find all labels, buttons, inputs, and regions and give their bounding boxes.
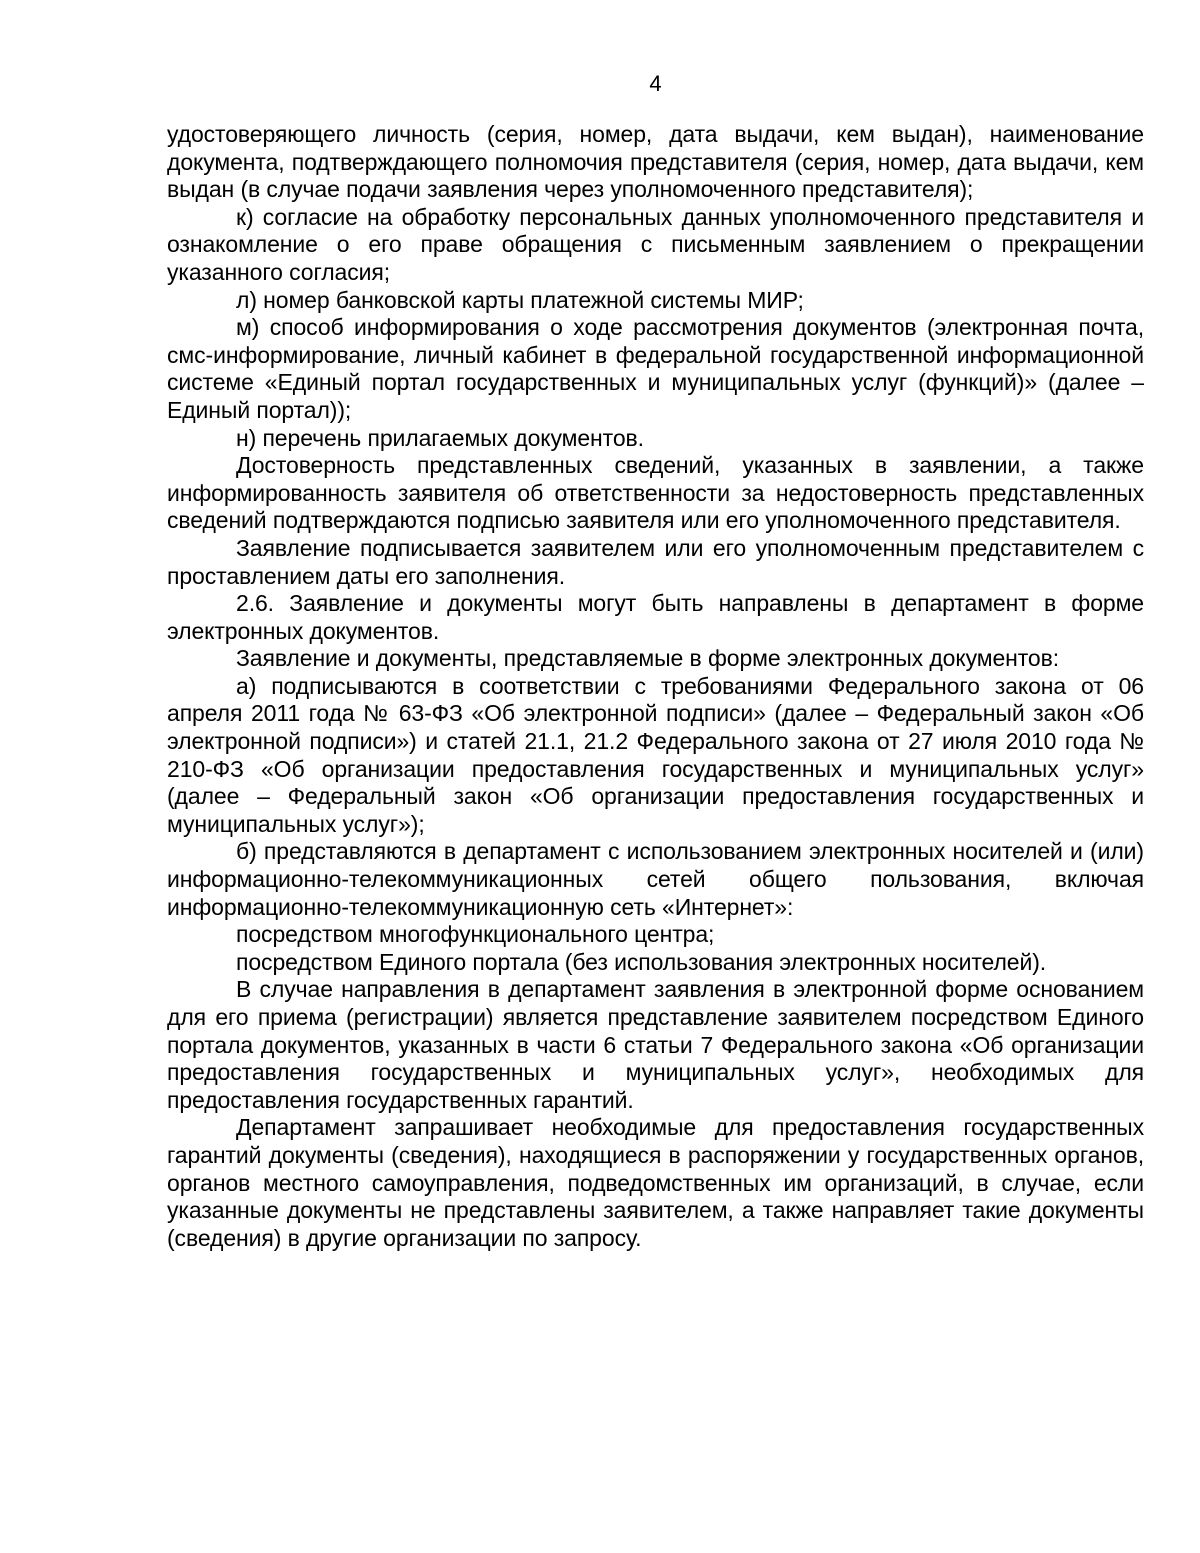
paragraph-item-b: б) представляются в департамент с использованием электронных носителей и (или) информационно-телекоммуникационных сетей общего пользования, включая информационно-телекоммуникационную сеть «Интернет»: bbox=[167, 838, 1144, 920]
page-number: 4 bbox=[649, 71, 662, 96]
document-body bbox=[167, 121, 1144, 1252]
paragraph-signature: Заявление подписывается заявителем или его уполномоченным представителем с проставлением даты его заполнения. bbox=[167, 534, 1144, 589]
paragraph-item-m: м) способ информирования о ходе рассмотрения документов (электронная почта, смс-информирование, личный кабинет в федеральной государственной информационной системе «Единый портал государственных и муниципальных услуг (функций)» (далее – Единый портал)); bbox=[167, 314, 1144, 423]
paragraph-electronic-docs: Заявление и документы, представляемые в форме электронных документов: bbox=[236, 645, 1060, 672]
paragraph-continuation: удостоверяющего личность (серия, номер, дата выдачи, кем выдан), наименование документа, подтверждающего полномочия представителя (серия, номер, дата выдачи, кем выдан (в случае подачи заявления через уполномоченного представителя); bbox=[167, 121, 1144, 203]
paragraph-item-a: а) подписываются в соответствии с требованиями Федерального закона от 06 апреля 2011 года № 63-ФЗ «Об электронной подписи» (далее – Федеральный закон «Об электронной подписи») и статей 21.1, 21.2 Федерального закона от 27 июля 2010 года № 210-ФЗ «Об организации предоставления государственных и муниципальных услуг» (далее – Федеральный закон «Об организации предоставления государственных и муниципальных услуг»); bbox=[167, 672, 1144, 837]
paragraph-department-requests: Департамент запрашивает необходимые для предоставления государственных гарантий документы (сведения), находящиеся в распоряжении у государственных органов, органов местного самоуправления, подведомственных им организаций, в случае, если указанные документы не представлены заявителем, а также направляет такие документы (сведения) в другие организации по запросу. bbox=[167, 1114, 1144, 1251]
paragraph-via-portal: посредством Единого портала (без использования электронных носителей). bbox=[236, 948, 1047, 975]
paragraph-section-2-6: 2.6. Заявление и документы могут быть направлены в департамент в форме электронных документов. bbox=[167, 590, 1144, 644]
paragraph-item-l: л) номер банковской карты платежной системы МИР; bbox=[236, 286, 804, 313]
paragraph-via-mfc: посредством многофункционального центра; bbox=[236, 921, 715, 948]
paragraph-item-k: к) согласие на обработку персональных данных уполномоченного представителя и ознакомление о его праве обращения с письменным заявлением о прекращении указанного согласия; bbox=[167, 203, 1144, 285]
paragraph-electronic-form: В случае направления в департамент заявления в электронной форме основанием для его приема (регистрации) является представление заявителем посредством Единого портала документов, указанных в части 6 статьи 7 Федерального закона «Об организации предоставления государственных и муниципальных услуг», необходимых для предоставления государственных гарантий. bbox=[167, 976, 1144, 1113]
paragraph-reliability: Достоверность представленных сведений, указанных в заявлении, а также информированность заявителя об ответственности за недостоверность представленных сведений подтверждаются подписью заявителя или его уполномоченного представителя. bbox=[167, 452, 1144, 534]
paragraph-item-n: н) перечень прилагаемых документов. bbox=[236, 424, 644, 451]
